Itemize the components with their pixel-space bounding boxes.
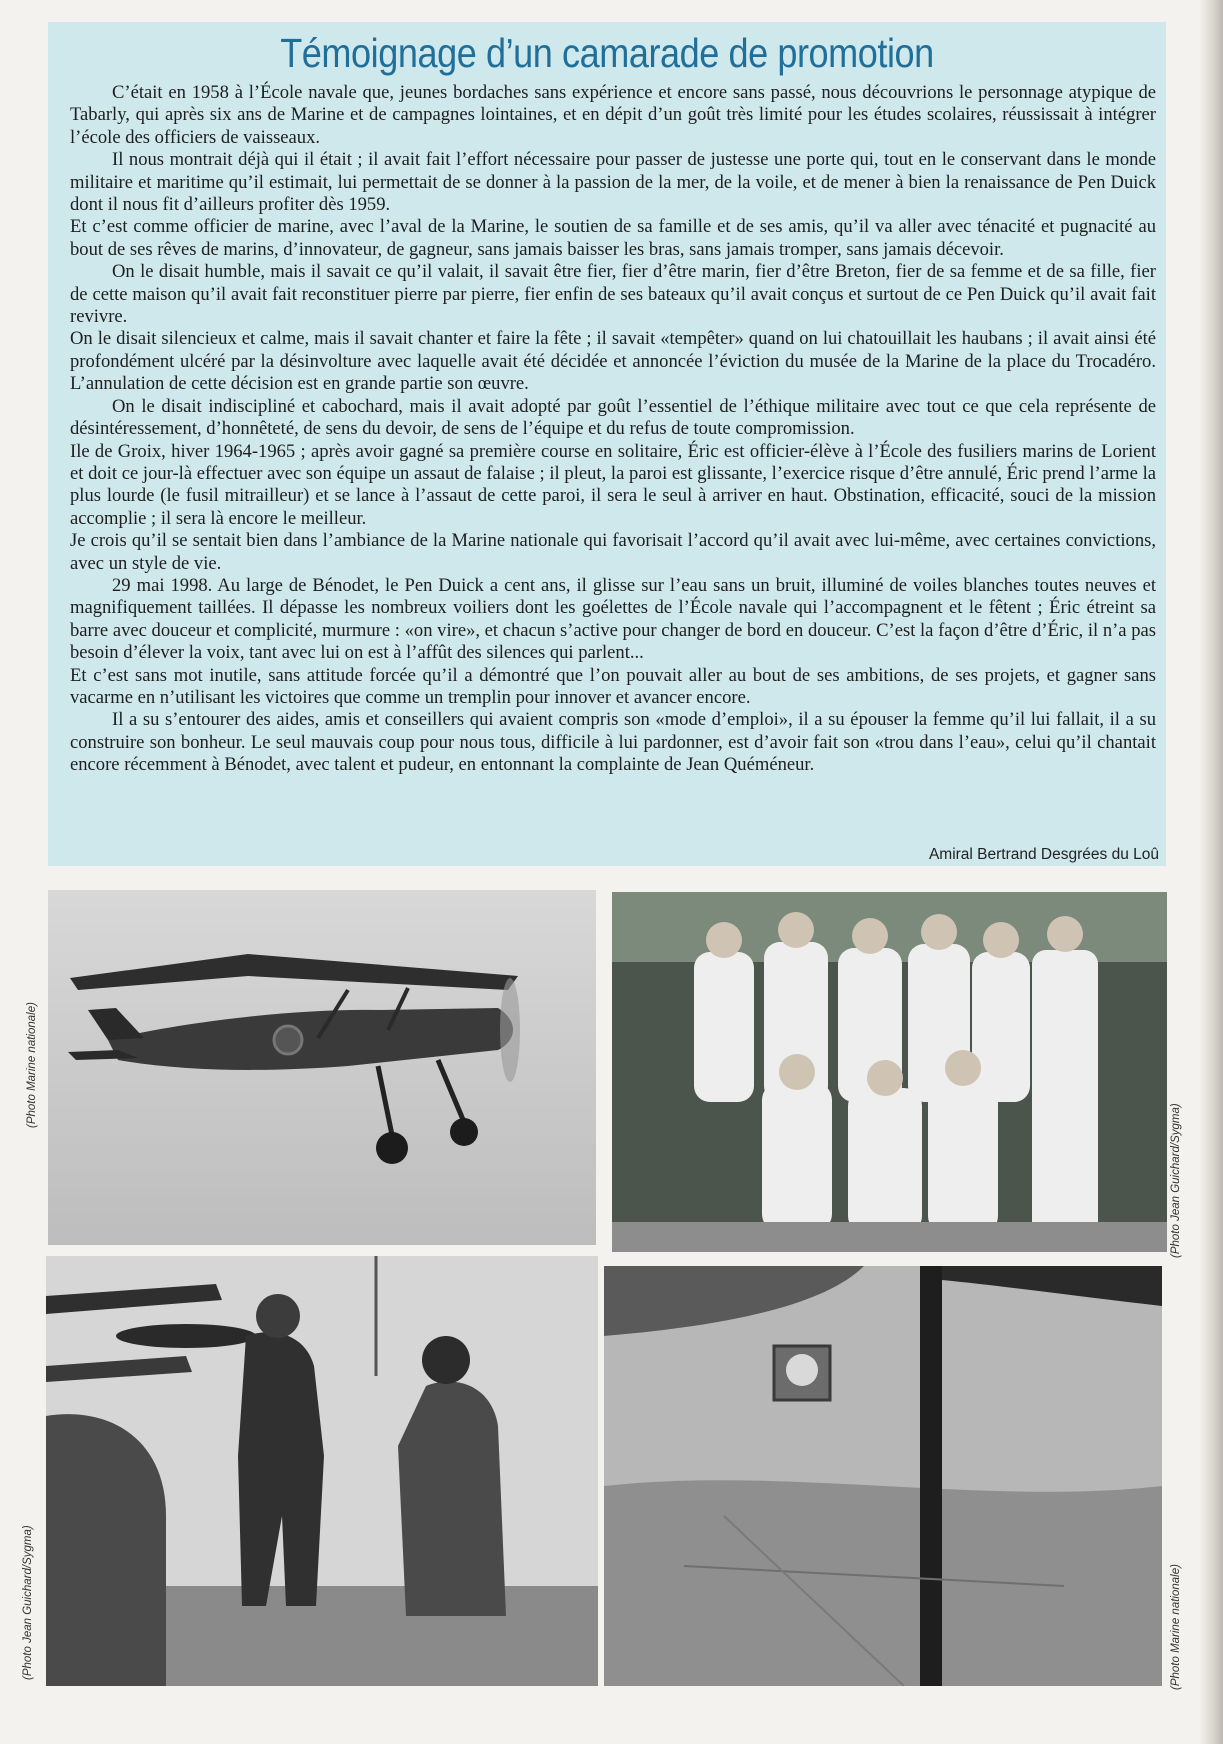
paragraph: Je crois qu’il se sentait bien dans l’ambiance de la Marine nationale qui favorisait l’accord qu’il avait avec lui-même, avec certaines convictions, avec un style de vie. <box>70 530 1156 574</box>
photo-aircraft-cockpit <box>604 1266 1162 1686</box>
photo-pilots-near-biplane <box>46 1256 598 1686</box>
photo-credit-bottom-right: (Photo Marine nationale) <box>1170 1564 1182 1690</box>
paragraph: On le disait silencieux et calme, mais il savait chanter et faire la fête ; il savait «tempêter» quand on lui chatouillait les haubans ; il avait ainsi été profondément ulcéré par la désinvolture avec laquelle avait été décidée et annoncée l’éviction du musée de la Marine de la place du Trocadéro. L’annulation de cette décision est en grande partie son œuvre. <box>70 328 1156 395</box>
author-signature: Amiral Bertrand Desgrées du Loû <box>928 846 1159 863</box>
photo-credit-top-left: (Photo Marine nationale) <box>26 1002 38 1128</box>
article-title: Témoignage d’un camarade de promotion <box>280 30 934 76</box>
photo-credit-top-right: (Photo Jean Guichard/Sygma) <box>1170 1103 1182 1258</box>
photo-airplane-in-flight <box>48 890 596 1245</box>
paragraph: Et c’est sans mot inutile, sans attitude forcée qu’il a démontré que l’on pouvait aller au bout de ses ambitions, de ses projets, et gagner sans vacarme en n’utilisant les victoires que comme un tremplin pour innover et avancer encore. <box>70 664 1156 708</box>
cockpit-illustration <box>604 1266 1162 1686</box>
paragraph: Il a su s’entourer des aides, amis et conseillers qui avaient compris son «mode d’emploi», il a su épouser la femme qu’il lui fallait, il a su construire son bonheur. Le seul mauvais coup pour nous tous, difficile à lui pardonner, est d’avoir fait son «trou dans l’eau», celui qu’il chantait encore récemment à Bénodet, avec talent et pudeur, en entonnant la complainte de Jean Quéméneur. <box>70 709 1156 776</box>
sailors-illustration <box>612 892 1167 1252</box>
paragraph: Et c’est comme officier de marine, avec l’aval de la Marine, le soutien de sa famille et de ses amis, qu’il va aller avec ténacité et pugnacité au bout de ses rêves de marins, d’innovateur, de gagneur, sans jamais baisser les bras, sans jamais tromper, sans jamais décevoir. <box>70 216 1156 260</box>
article-body <box>70 82 1156 777</box>
pilots-illustration <box>46 1256 598 1686</box>
page-binding-shadow <box>1199 0 1223 1744</box>
paragraph: C’était en 1958 à l’École navale que, jeunes bordaches sans expérience et encore sans passé, nous découvrions le personnage atypique de Tabarly, qui après six ans de Marine et de campagnes lointaines, et en dépit d’un goût très limité pour les études scolaires, réussissait à intégrer l’école des officiers de vaisseaux. <box>70 82 1156 148</box>
airplane-illustration <box>48 890 596 1245</box>
photo-group-of-sailors <box>612 892 1167 1252</box>
paragraph: 29 mai 1998. Au large de Bénodet, le Pen Duick a cent ans, il glisse sur l’eau sans un bruit, illuminé de voiles blanches toutes neuves et magnifiquement taillées. Il dépasse les nombreux voiliers dont les goélettes de l’École navale qui l’accompagnent et le fêtent ; Éric étreint sa barre avec douceur et complicité, murmure : «on vire», et chacun s’active pour changer de bord en douceur. C’est la façon d’être d’Éric, il n’a pas besoin d’élever la voix, tant avec lui on est à l’affût des silences qui parlent... <box>70 574 1156 664</box>
photo-credit-bottom-left: (Photo Jean Guichard/Sygma) <box>22 1525 34 1680</box>
paragraph: On le disait humble, mais il savait ce qu’il valait, il savait être fier, fier d’être marin, fier d’être Breton, fier de sa femme et de sa fille, fier de cette maison qu’il avait fait reconstituer pierre par pierre, fier enfin de ses bateaux qu’il avait conçus et surtout de ce Pen Duick qu’il avait fait revivre. <box>70 261 1156 328</box>
paragraph: On le disait indiscipliné et cabochard, mais il avait adopté par goût l’essentiel de l’éthique militaire avec tout ce que cela représente de désintéressement, d’honnêteté, de sens du devoir, de sens de l’équipe et du refus de toute compromission. <box>70 395 1156 440</box>
paragraph: Ile de Groix, hiver 1964-1965 ; après avoir gagné sa première course en solitaire, Éric est officier-élève à l’École des fusiliers marins de Lorient et doit ce jour-là effectuer avec son équipe un assaut de falaise ; il pleut, la paroi est glissante, l’exercice risque d’être annulé, Éric prend l’arme la plus lourde (le fusil mitrailleur) et se lance à l’assaut de cette paroi, il sera le seul à arriver en haut. Obstination, efficacité, souci de la mission accomplie ; il sera là encore le meilleur. <box>70 440 1156 529</box>
paragraph: Il nous montrait déjà qui il était ; il avait fait l’effort nécessaire pour passer de justesse une porte qui, tout en le conservant dans le monde militaire et maritime qu’il estimait, lui permettait de se donner à la passion de la mer, de la voile, et de mener à bien la renaissance de Pen Duick dont il nous fit d’ailleurs profiter dès 1959. <box>70 149 1156 216</box>
